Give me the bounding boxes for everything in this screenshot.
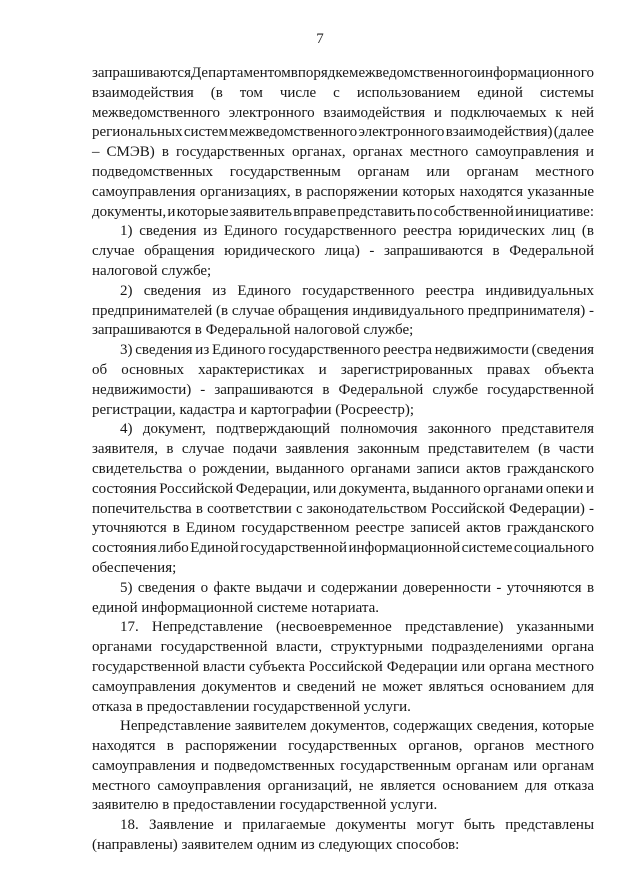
text-line: документы, и которые заявитель вправе представить по собственной инициативе: [92,203,594,220]
text-line: недвижимости) - запрашиваются в Федеральной службе государственной [92,381,594,398]
text-line: регистрации, кадастра и картографии (Росреестр); [92,401,415,418]
text-line: свидетельства о рождении, выданного органами записи актов гражданского [92,460,594,477]
text-line: местного самоуправления организаций, не является основанием для отказа [92,777,595,794]
text-line: обеспечения; [92,559,177,576]
paragraph-p-item-3 [92,341,594,420]
text-line: 18. Заявление и прилагаемые документы могут быть представлены [120,817,595,834]
paragraph-p-intro [92,64,594,222]
text-line: предпринимателей (в случае обращения индивидуального предпринимателя) - [92,302,595,319]
text-line: отказа в предоставлении государственной услуги. [92,698,411,715]
paragraph-p-item-4 [92,420,594,578]
text-line: единой информационной системе нотариата. [92,599,380,616]
text-line: государственной власти субъекта Российской Федерации или органа местного [92,658,595,675]
paragraph-p-17 [92,618,594,717]
text-line: налоговой службе; [92,262,212,279]
text-line: состояния Российской Федерации, или документа, выданного органами опеки и [92,480,594,497]
text-line: заявителю в предоставлении государственной услуги. [92,797,438,814]
text-line: случае обращения юридического лица) - запрашиваются в Федеральной [92,243,594,260]
text-line: самоуправления организациях, в распоряжении которых находятся указанные [92,183,594,200]
document-body [92,64,594,856]
text-line: 4) документ, подтверждающий полномочия законного представителя [120,421,595,438]
text-line: региональных систем межведомственного электронного взаимодействия) (далее [92,124,594,141]
text-line: самоуправления и подведомственных государственным органам или органам [92,757,594,774]
paragraph-p-item-1 [92,222,594,281]
paragraph-p-item-2 [92,282,594,341]
paragraph-p-18 [92,816,594,856]
text-line: 2) сведения из Единого государственного реестра индивидуальных [120,282,595,299]
text-line: подведомственных государственным органам или органам местного [92,163,594,180]
text-line: 1) сведения из Единого государственного реестра юридических лиц (в [120,223,594,240]
text-line: самоуправления документов и сведений не может являться основанием для [92,678,595,695]
text-line: (направлены) заявителем одним из следующих способов: [92,837,460,854]
page-number: 7 [316,31,324,47]
text-line: органами государственной власти, структурными подразделениями органа [92,639,594,656]
paragraph-p-nonsubmission [92,717,594,816]
text-line: попечительства в соответствии с законодательством Российской Федерации) - [92,500,594,517]
text-line: взаимодействия (в том числе с использованием единой системы [92,84,594,101]
text-line: Непредставление заявителем документов, содержащих сведения, которые [120,718,595,735]
text-line: заявителя, в случае подачи заявления законным представителем (в части [92,441,595,458]
text-line: запрашиваются Департаментом в порядке межведомственного информационного [92,65,594,81]
text-line: 5) сведения о факте выдачи и содержании доверенности - уточняются в [120,579,595,596]
text-line: уточняются в Едином государственном реестре записей актов гражданского [92,520,594,537]
text-line: межведомственного электронного взаимодействия и подключаемых к ней [92,104,595,121]
text-line: находятся в распоряжении государственных органов, органов местного [92,738,595,755]
text-line: состояния либо Единой государственной информационной системе социального [92,540,594,557]
text-line: 17. Непредставление (несвоевременное представление) указанными [120,619,594,636]
text-line: об основных характеристиках и зарегистрированных правах объекта [92,361,594,378]
text-line: запрашиваются в Федеральной налоговой службе; [92,322,414,339]
text-line: 3) сведения из Единого государственного реестра недвижимости (сведения [120,342,595,359]
text-line: – СМЭВ) в государственных органах, органах местного самоуправления и [92,144,594,161]
paragraph-p-item-5 [92,579,594,619]
